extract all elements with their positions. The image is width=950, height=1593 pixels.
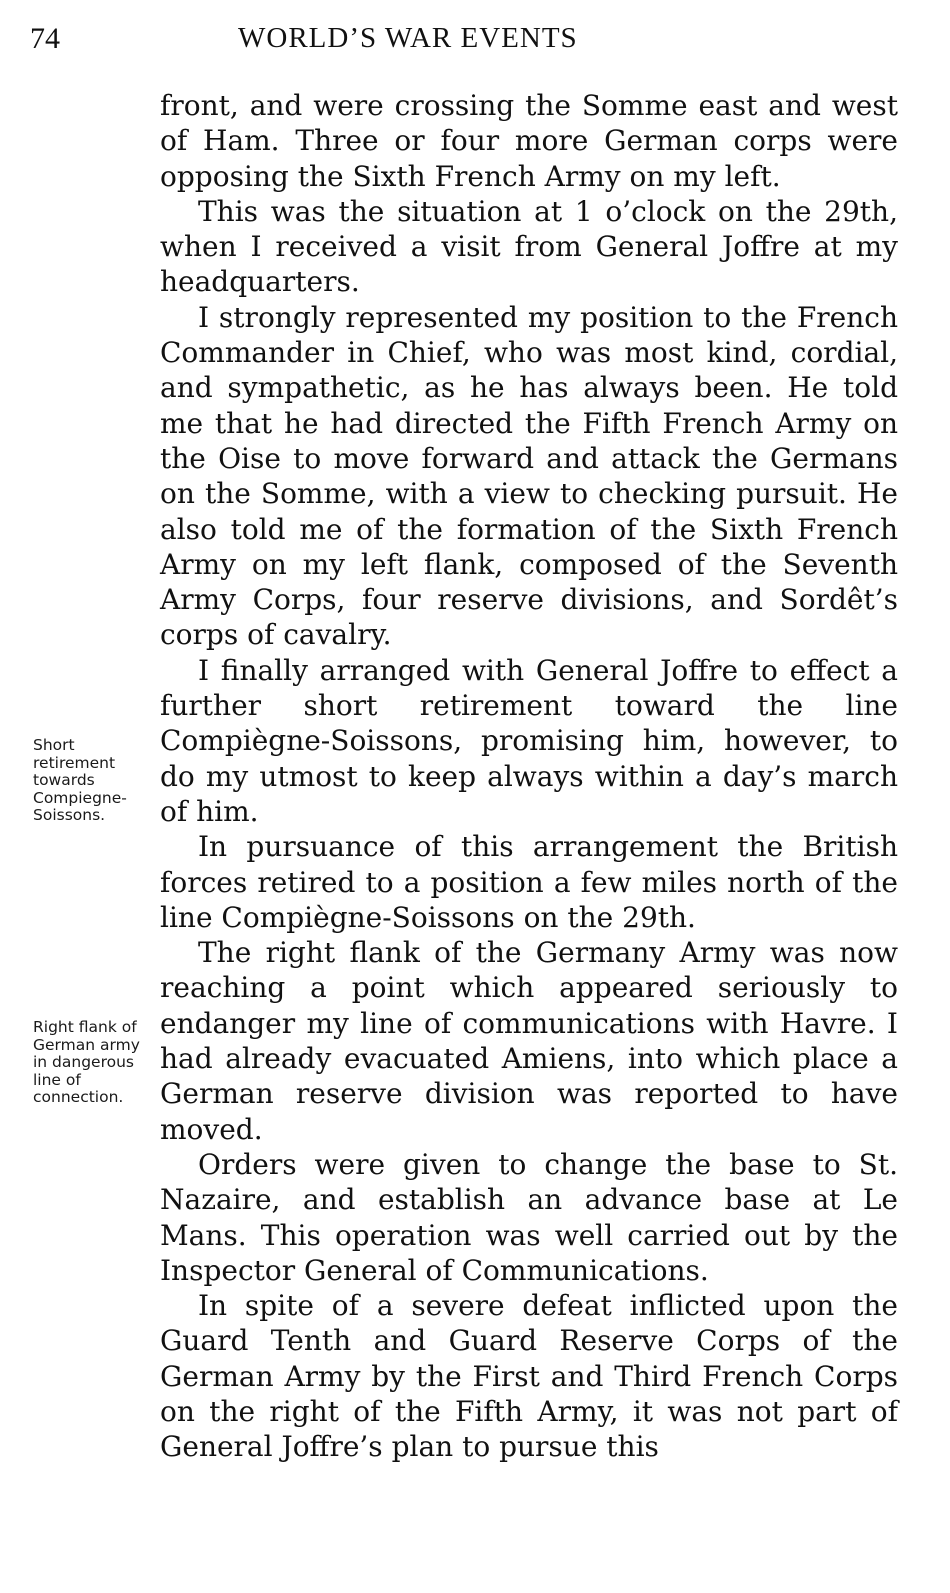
margin-note-right-flank: Right flank of German army in dangerous line of connection. xyxy=(33,1018,140,1106)
page-number: 74 xyxy=(30,22,60,55)
paragraph: front, and were crossing the Somme east and west of Ham. Three or four more German corps were opposing the Sixth French Army on my left. xyxy=(160,89,898,193)
running-title: WORLD’S WAR EVENTS xyxy=(238,22,578,54)
paragraph: In pursuance of this arrangement the British forces retired to a position a few miles north of the line Compiègne-Soissons on the 29th. xyxy=(160,830,898,934)
margin-note-short-retirement: Short retirement towards Compiegne-Soissons. xyxy=(33,736,127,824)
paragraph: In spite of a severe defeat inflicted upon the Guard Tenth and Guard Reserve Corps of the German Army by the First and Third French Corps on the right of the Fifth Army, it was not part of General Joffre’s plan to pursue this xyxy=(160,1289,898,1464)
paragraph: I strongly represented my position to the French Commander in Chief, who was most kind, cordial, and sympathetic, as he has always been. He told me that he had directed the Fifth French Army on the Oise to move forward and attack the Germans on the Somme, with a view to checking pursuit. He also told me of the formation of the Sixth French Army on my left flank, composed of the Seventh Army Corps, four reserve divisions, and Sordêt’s corps of cavalry. xyxy=(160,300,898,652)
paragraph: Orders were given to change the base to St. Nazaire, and establish an advance base at Le Mans. This operation was well carried out by the Inspector General of Communications. xyxy=(160,1147,898,1287)
body-text xyxy=(160,88,898,1465)
paragraph: This was the situation at 1 o’clock on the 29th, when I received a visit from General Joffre at my headquarters. xyxy=(160,194,898,299)
paragraph: I finally arranged with General Joffre to effect a further short retirement toward the line Compiègne-Soissons, promising him, however, to do my utmost to keep always within a day’s march of him. xyxy=(160,653,898,828)
paragraph: The right flank of the Germany Army was now reaching a point which appeared seriously to endanger my line of communications with Havre. I had already evacuated Amiens, into which place a German reserve division was reported to have moved. xyxy=(160,936,898,1146)
page-header xyxy=(0,22,950,62)
